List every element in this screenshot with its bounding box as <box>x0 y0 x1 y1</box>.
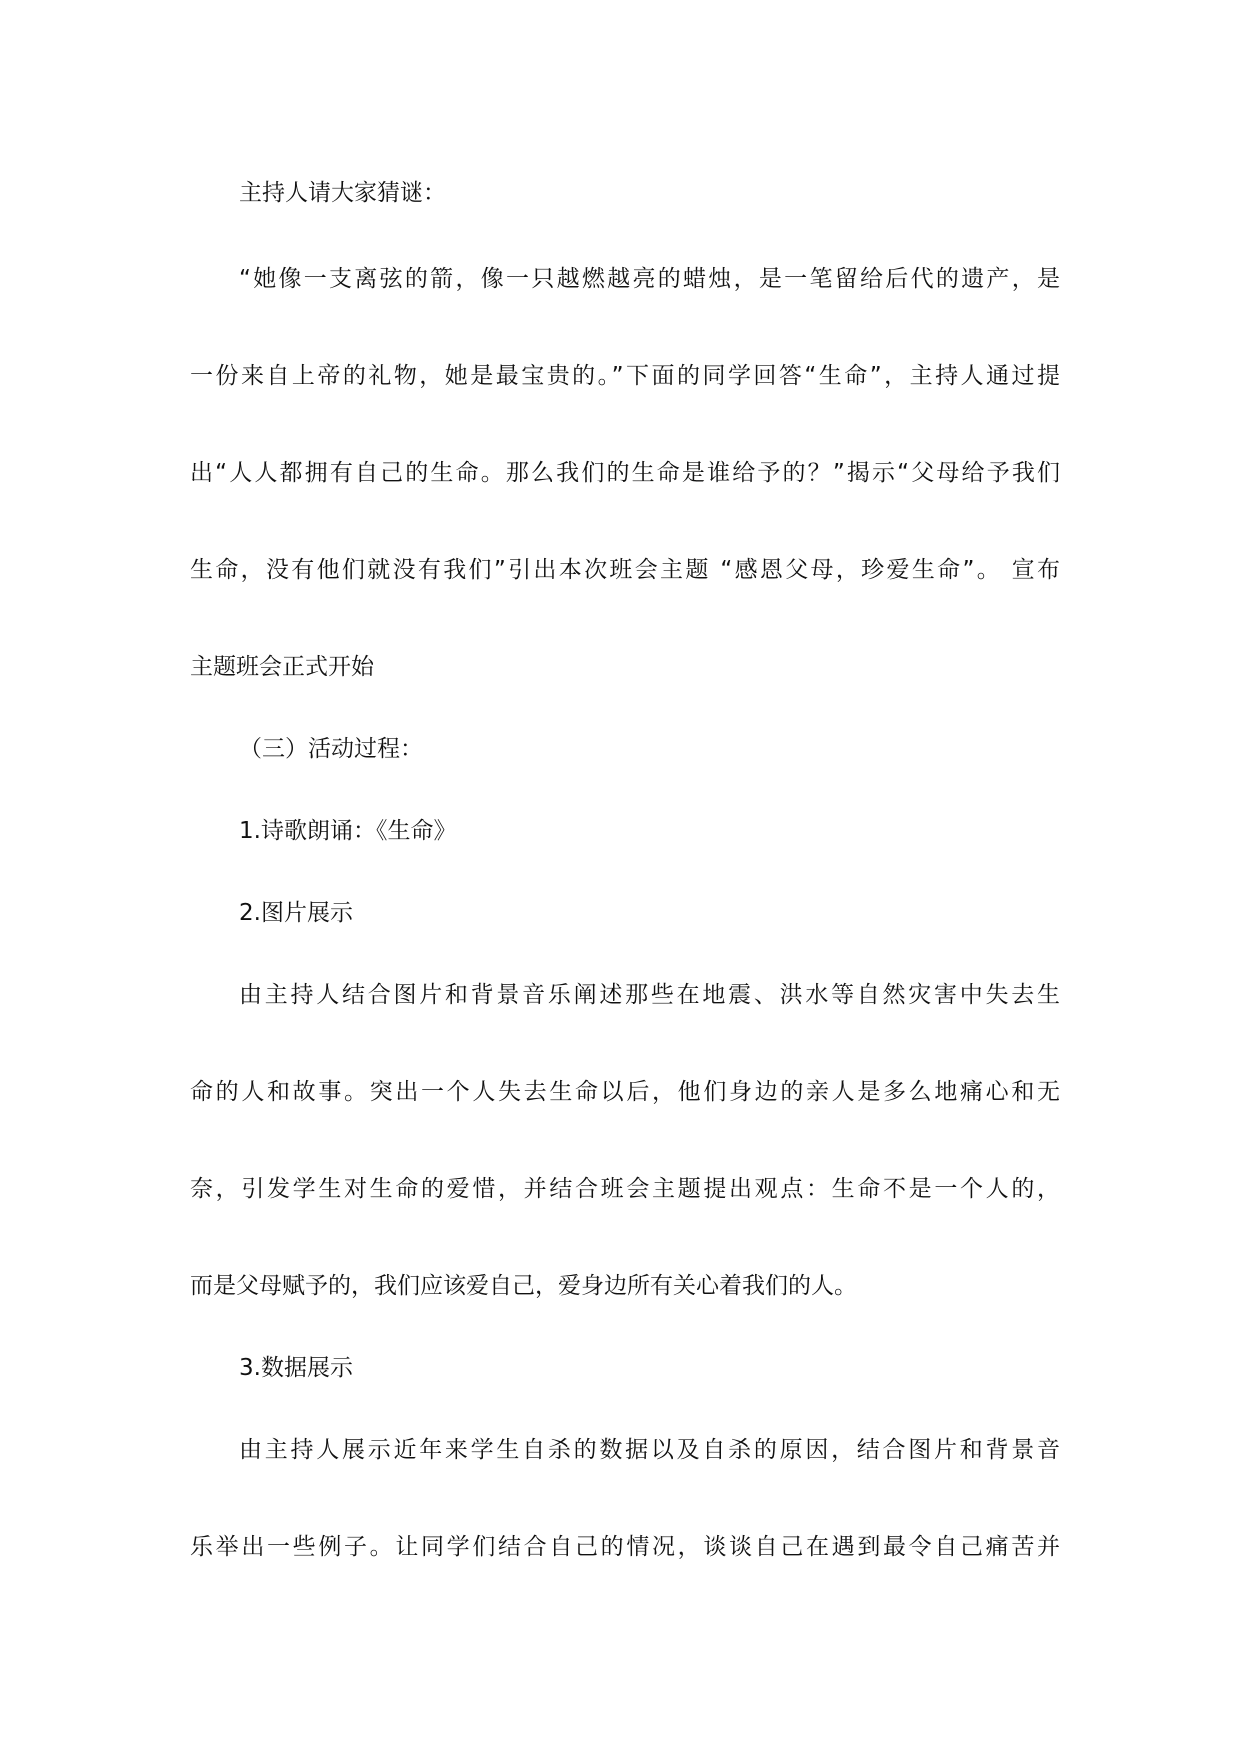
paragraph-picture-line-3: 奈，引发学生对生命的爱惜，并结合班会主题提出观点：生命不是一个人的， <box>190 1176 1060 1202</box>
paragraph-data-line-1: 由主持人展示近年来学生自杀的数据以及自杀的原因，结合图片和背景音 <box>239 1437 1060 1463</box>
paragraph-riddle-line-3: 出“人人都拥有自己的生命。那么我们的生命是谁给予的？”揭示“父母给予我们 <box>190 460 1060 486</box>
paragraph-picture-line-2: 命的人和故事。突出一个人失去生命以后，他们身边的亲人是多么地痛心和无 <box>190 1079 1060 1105</box>
paragraph-riddle-line-1: “她像一支离弦的箭，像一只越燃越亮的蜡烛，是一笔留给后代的遗产，是 <box>239 266 1060 292</box>
paragraph-data-line-2: 乐举出一些例子。让同学们结合自己的情况，谈谈自己在遇到最令自己痛苦并 <box>190 1534 1060 1560</box>
section-heading-activity-process: （三）活动过程： <box>239 736 423 762</box>
paragraph-picture-line-4: 而是父母赋予的，我们应该爱自己，爱身边所有关心着我们的人。 <box>190 1273 857 1299</box>
paragraph-riddle-line-5: 主题班会正式开始 <box>190 654 374 680</box>
paragraph-riddle-intro: 主持人请大家猜谜： <box>239 180 446 206</box>
item-poem-recitation: 1.诗歌朗诵：《生命》 <box>239 818 457 844</box>
paragraph-riddle-line-4: 生命，没有他们就没有我们”引出本次班会主题 “感恩父母，珍爱生命”。 宣布 <box>190 557 1060 583</box>
item-data-display: 3.数据展示 <box>239 1355 353 1381</box>
item-picture-display: 2.图片展示 <box>239 900 353 926</box>
paragraph-riddle-line-2: 一份来自上帝的礼物，她是最宝贵的。”下面的同学回答“生命”，主持人通过提 <box>190 363 1060 389</box>
paragraph-picture-line-1: 由主持人结合图片和背景音乐阐述那些在地震、洪水等自然灾害中失去生 <box>239 982 1060 1008</box>
